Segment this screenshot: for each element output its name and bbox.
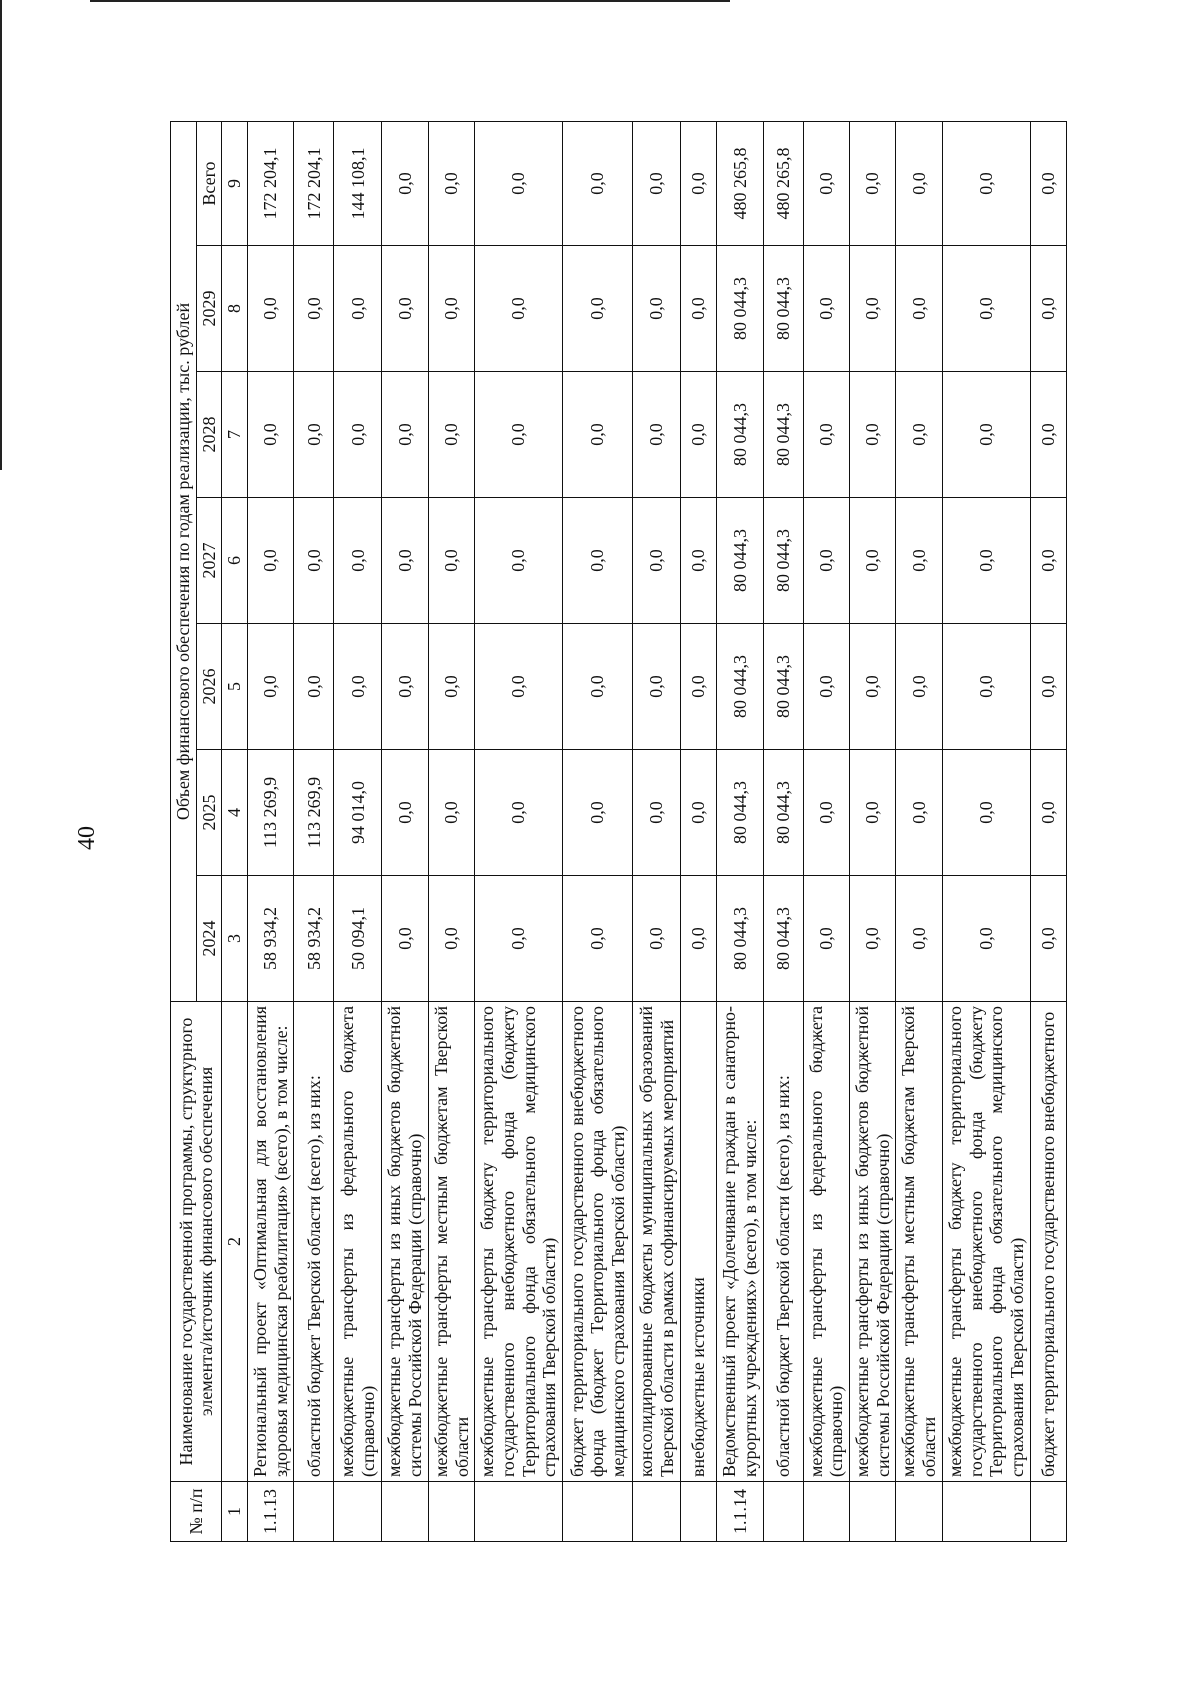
row-value-year: 0,0 (896, 246, 942, 372)
row-value-year: 0,0 (896, 876, 942, 1002)
row-value-year: 0,0 (475, 876, 563, 1002)
row-number (942, 1482, 1030, 1542)
table-row (942, 122, 1030, 1542)
row-value-total: 0,0 (475, 122, 563, 246)
row-value-year: 0,0 (334, 498, 382, 624)
row-value-year: 80 044,3 (717, 498, 763, 624)
column-index: 9 (222, 122, 248, 246)
table-row (475, 122, 563, 1542)
row-value-total: 0,0 (382, 122, 428, 246)
table-row (294, 122, 334, 1542)
row-value-year: 80 044,3 (763, 750, 803, 876)
row-value-year: 0,0 (248, 624, 294, 750)
table-row (681, 122, 717, 1542)
row-value-total: 144 108,1 (334, 122, 382, 246)
row-value-year: 0,0 (803, 876, 849, 1002)
row-value-year: 0,0 (633, 750, 681, 876)
row-value-year: 58 934,2 (294, 876, 334, 1002)
row-value-year: 80 044,3 (717, 372, 763, 498)
header-year: 2024 (196, 876, 222, 1002)
header-year: 2026 (196, 624, 222, 750)
row-value-year: 0,0 (248, 246, 294, 372)
scan-top-mark (90, 0, 730, 2)
row-value-year: 0,0 (1030, 372, 1066, 498)
row-source-name: внебюджетные источники (681, 1002, 717, 1482)
row-value-year: 113 269,9 (294, 750, 334, 876)
table-row (382, 122, 428, 1542)
row-value-total: 480 265,8 (763, 122, 803, 246)
row-value-year: 0,0 (334, 246, 382, 372)
row-value-year: 0,0 (294, 624, 334, 750)
column-index: 8 (222, 246, 248, 372)
row-value-year: 0,0 (942, 246, 1030, 372)
row-value-year: 80 044,3 (763, 624, 803, 750)
table-row (1030, 122, 1066, 1542)
row-value-year: 0,0 (849, 876, 895, 1002)
row-source-name: межбюджетные трансферты из иных бюджетов бюджетной системы Российской Федерации (справочно) (849, 1002, 895, 1482)
row-value-year: 0,0 (942, 624, 1030, 750)
row-source-name: межбюджетные трансферты бюджету территориального государственного внебюджетного фонда (бюджету Территориального фонда обязательного медицинского страхования Тверской области) (942, 1002, 1030, 1482)
row-source-name: межбюджетные трансферты из иных бюджетов бюджетной системы Российской Федерации (справочно) (382, 1002, 428, 1482)
row-value-year: 0,0 (942, 750, 1030, 876)
row-value-year: 80 044,3 (717, 246, 763, 372)
row-source-name: Ведомственный проект «Долечивание граждан в санаторно-курортных учреждениях» (всего), в том числе: (717, 1002, 763, 1482)
row-value-year: 0,0 (382, 372, 428, 498)
row-number: 1.1.14 (717, 1482, 763, 1542)
column-index: 3 (222, 876, 248, 1002)
table-row (717, 122, 763, 1542)
row-value-year: 0,0 (382, 876, 428, 1002)
row-value-year: 0,0 (294, 498, 334, 624)
row-value-year: 0,0 (681, 372, 717, 498)
row-number (382, 1482, 428, 1542)
table-row (248, 122, 294, 1542)
row-value-total: 480 265,8 (717, 122, 763, 246)
row-value-year: 80 044,3 (763, 246, 803, 372)
row-value-year: 0,0 (849, 372, 895, 498)
table-row (633, 122, 681, 1542)
row-source-name: межбюджетные трансферты из федерального бюджета (справочно) (803, 1002, 849, 1482)
row-number (294, 1482, 334, 1542)
row-value-total: 0,0 (428, 122, 474, 246)
table-row (428, 122, 474, 1542)
row-number (633, 1482, 681, 1542)
row-value-total: 0,0 (681, 122, 717, 246)
row-value-year: 0,0 (942, 876, 1030, 1002)
row-value-year: 0,0 (563, 876, 633, 1002)
row-number (681, 1482, 717, 1542)
row-source-name: консолидированные бюджеты муниципальных образований Тверской области в рамках софинансируемых мероприятий (633, 1002, 681, 1482)
column-index: 7 (222, 372, 248, 498)
row-source-name: межбюджетные трансферты из федерального бюджета (справочно) (334, 1002, 382, 1482)
row-value-year: 0,0 (428, 498, 474, 624)
row-number (1030, 1482, 1066, 1542)
row-value-year: 0,0 (294, 372, 334, 498)
column-index: 4 (222, 750, 248, 876)
row-value-year: 0,0 (681, 750, 717, 876)
row-value-year: 0,0 (563, 246, 633, 372)
row-value-year: 0,0 (803, 246, 849, 372)
row-value-year: 0,0 (428, 624, 474, 750)
row-source-name: межбюджетные трансферты местным бюджетам Тверской области (896, 1002, 942, 1482)
row-number (475, 1482, 563, 1542)
row-value-year: 113 269,9 (248, 750, 294, 876)
row-value-year: 0,0 (475, 624, 563, 750)
row-value-year: 0,0 (563, 498, 633, 624)
row-value-year: 0,0 (248, 498, 294, 624)
row-value-total: 0,0 (633, 122, 681, 246)
table-row (334, 122, 382, 1542)
row-number: 1.1.13 (248, 1482, 294, 1542)
row-value-year: 0,0 (475, 498, 563, 624)
row-source-name: областной бюджет Тверской области (всего), из них: (763, 1002, 803, 1482)
header-total: Всего (196, 122, 222, 246)
table-row (563, 122, 633, 1542)
row-value-total: 172 204,1 (294, 122, 334, 246)
row-value-year: 0,0 (428, 372, 474, 498)
row-value-year: 0,0 (1030, 624, 1066, 750)
row-value-year: 0,0 (681, 624, 717, 750)
row-value-year: 0,0 (475, 246, 563, 372)
row-value-year: 0,0 (803, 624, 849, 750)
row-number (763, 1482, 803, 1542)
row-value-year: 94 014,0 (334, 750, 382, 876)
row-source-name: бюджет территориального государственного внебюджетного фонда (бюджет Территориального фонда обязательного медицинского страхования Тверской области) (563, 1002, 633, 1482)
column-index: 5 (222, 624, 248, 750)
row-source-name: Региональный проект «Оптимальная для восстановления здоровья медицинская реабилитация» (всего), в том числе: (248, 1002, 294, 1482)
row-number (334, 1482, 382, 1542)
row-value-year: 80 044,3 (763, 876, 803, 1002)
row-value-year: 0,0 (849, 750, 895, 876)
header-num: № п/п (171, 1482, 222, 1542)
row-value-year: 0,0 (803, 372, 849, 498)
row-value-year: 0,0 (896, 372, 942, 498)
table-body (248, 122, 1067, 1542)
row-value-year: 0,0 (942, 498, 1030, 624)
row-value-year: 0,0 (334, 624, 382, 750)
row-number (896, 1482, 942, 1542)
financing-table (170, 121, 1067, 1542)
row-value-year: 0,0 (382, 624, 428, 750)
row-value-year: 50 094,1 (334, 876, 382, 1002)
row-number (428, 1482, 474, 1542)
row-value-year: 0,0 (849, 246, 895, 372)
row-value-year: 0,0 (428, 750, 474, 876)
row-value-total: 0,0 (896, 122, 942, 246)
rotated-table-container (170, 122, 1080, 1542)
column-index: 1 (222, 1482, 248, 1542)
row-value-year: 0,0 (849, 624, 895, 750)
row-value-year: 0,0 (382, 498, 428, 624)
row-value-total: 0,0 (849, 122, 895, 246)
table-row (849, 122, 895, 1542)
row-source-name: межбюджетные трансферты местным бюджетам Тверской области (428, 1002, 474, 1482)
row-value-year: 0,0 (849, 498, 895, 624)
row-value-year: 0,0 (475, 750, 563, 876)
row-value-year: 0,0 (563, 372, 633, 498)
row-value-year: 0,0 (563, 624, 633, 750)
row-value-total: 0,0 (1030, 122, 1066, 246)
row-number (803, 1482, 849, 1542)
table-row (896, 122, 942, 1542)
row-value-year: 0,0 (563, 750, 633, 876)
row-value-year: 80 044,3 (717, 876, 763, 1002)
row-value-year: 80 044,3 (763, 372, 803, 498)
row-value-year: 0,0 (681, 246, 717, 372)
row-value-year: 0,0 (942, 372, 1030, 498)
column-index: 2 (222, 1002, 248, 1482)
row-value-total: 172 204,1 (248, 122, 294, 246)
page-number: 40 (74, 826, 100, 850)
row-value-year: 0,0 (633, 498, 681, 624)
header-row-indices (222, 122, 248, 1542)
header-year: 2025 (196, 750, 222, 876)
row-value-total: 0,0 (803, 122, 849, 246)
row-value-year: 0,0 (803, 498, 849, 624)
row-value-year: 80 044,3 (763, 498, 803, 624)
row-value-total: 0,0 (942, 122, 1030, 246)
row-number (849, 1482, 895, 1542)
row-value-year: 0,0 (896, 498, 942, 624)
header-volume: Объем финансового обеспечения по годам реализации, тыс. рублей (171, 122, 197, 1002)
table-row (763, 122, 803, 1542)
row-value-year: 0,0 (382, 750, 428, 876)
header-row-1 (171, 122, 197, 1542)
header-name: Наименование государственной программы, структурного элемента/источник финансового обеспечения (171, 1002, 222, 1482)
row-value-year: 0,0 (1030, 876, 1066, 1002)
scan-margin-mark (0, 0, 2, 470)
row-value-year: 0,0 (334, 372, 382, 498)
row-number (563, 1482, 633, 1542)
row-value-year: 0,0 (633, 624, 681, 750)
header-year: 2027 (196, 498, 222, 624)
row-source-name: бюджет территориального государственного внебюджетного (1030, 1002, 1066, 1482)
row-value-year: 0,0 (681, 498, 717, 624)
row-value-year: 0,0 (633, 372, 681, 498)
row-value-year: 0,0 (428, 876, 474, 1002)
row-value-year: 80 044,3 (717, 624, 763, 750)
row-value-year: 0,0 (1030, 498, 1066, 624)
header-year: 2028 (196, 372, 222, 498)
column-index: 6 (222, 498, 248, 624)
table-row (803, 122, 849, 1542)
row-value-year: 58 934,2 (248, 876, 294, 1002)
row-source-name: областной бюджет Тверской области (всего), из них: (294, 1002, 334, 1482)
row-value-year: 0,0 (294, 246, 334, 372)
row-value-year: 0,0 (896, 750, 942, 876)
row-value-total: 0,0 (563, 122, 633, 246)
row-value-year: 0,0 (1030, 750, 1066, 876)
row-value-year: 0,0 (428, 246, 474, 372)
row-value-year: 80 044,3 (717, 750, 763, 876)
row-value-year: 0,0 (1030, 246, 1066, 372)
row-value-year: 0,0 (633, 246, 681, 372)
row-value-year: 0,0 (803, 750, 849, 876)
row-value-year: 0,0 (475, 372, 563, 498)
header-year: 2029 (196, 246, 222, 372)
row-value-year: 0,0 (896, 624, 942, 750)
row-value-year: 0,0 (633, 876, 681, 1002)
row-value-year: 0,0 (382, 246, 428, 372)
row-value-year: 0,0 (248, 372, 294, 498)
row-value-year: 0,0 (681, 876, 717, 1002)
row-source-name: межбюджетные трансферты бюджету территориального государственного внебюджетного фонда (бюджету Территориального фонда обязательного медицинского страхования Тверской области) (475, 1002, 563, 1482)
